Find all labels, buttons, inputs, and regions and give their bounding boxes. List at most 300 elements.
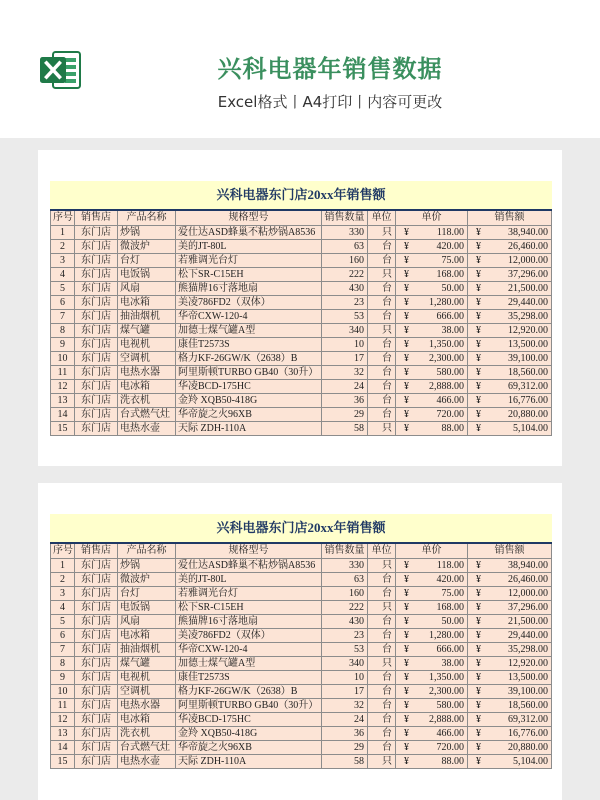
table-row [50,380,552,394]
unit-cell: 只 [368,268,396,282]
table-title: 兴科电器东门店20xx年销售额 [50,514,552,544]
model-cell: 华帝旋之火96XB [176,741,322,755]
product-name-cell: 电热水壶 [118,422,176,436]
unit-cell: 台 [368,240,396,254]
unit-cell: 台 [368,380,396,394]
quantity-cell: 222 [322,601,368,615]
currency-symbol: ¥ [476,700,481,711]
row-number-cell: 3 [50,587,75,601]
currency-symbol: ¥ [404,644,409,655]
product-name-cell: 微波炉 [118,573,176,587]
model-cell: 华凌BCD-175HC [176,713,322,727]
unit-price-cell [396,657,468,671]
quantity-cell: 24 [322,380,368,394]
quantity-cell: 63 [322,573,368,587]
table-row [50,643,552,657]
unit-price-cell [396,240,468,254]
sales-table [50,181,552,436]
unit-price-value: 666.00 [436,311,464,322]
table-row [50,587,552,601]
model-cell: 松下SR-C15EH [176,601,322,615]
unit-price-value: 580.00 [436,700,464,711]
row-number-cell: 6 [50,296,75,310]
currency-symbol: ¥ [404,672,409,683]
sales-amount-value: 35,298.00 [508,644,548,655]
product-name-cell: 电冰箱 [118,713,176,727]
currency-symbol: ¥ [476,381,481,392]
sales-amount-cell [468,573,552,587]
sales-amount-value: 20,880.00 [508,742,548,753]
model-cell: 华帝CXW-120-4 [176,310,322,324]
unit-price-value: 50.00 [441,616,464,627]
product-name-cell: 煤气罐 [118,657,176,671]
unit-price-cell [396,755,468,769]
quantity-cell: 17 [322,352,368,366]
currency-symbol: ¥ [476,672,481,683]
column-header: 销售店 [75,211,118,226]
table-row [50,268,552,282]
quantity-cell: 58 [322,422,368,436]
column-header: 销售店 [75,544,118,559]
product-name-cell: 电冰箱 [118,296,176,310]
quantity-cell: 53 [322,310,368,324]
table-row [50,629,552,643]
product-name-cell: 炒锅 [118,226,176,240]
sales-amount-cell [468,226,552,240]
unit-cell: 台 [368,699,396,713]
unit-price-value: 50.00 [441,283,464,294]
row-number-cell: 3 [50,254,75,268]
row-number-cell: 5 [50,282,75,296]
unit-price-cell [396,254,468,268]
unit-price-cell [396,408,468,422]
currency-symbol: ¥ [404,560,409,571]
store-cell: 东门店 [75,629,118,643]
row-number-cell: 4 [50,268,75,282]
product-name-cell: 洗衣机 [118,394,176,408]
sales-amount-cell [468,352,552,366]
model-cell: 格力KF-26GW/K（2638）B [176,685,322,699]
product-name-cell: 空调机 [118,352,176,366]
unit-cell: 只 [368,657,396,671]
unit-price-cell [396,671,468,685]
quantity-cell: 36 [322,727,368,741]
model-cell: 爱仕达ASD蜂巢不粘炒锅A8536 [176,226,322,240]
sales-amount-value: 35,298.00 [508,311,548,322]
sales-amount-cell [468,380,552,394]
column-header: 规格型号 [176,211,322,226]
store-cell: 东门店 [75,741,118,755]
table-row [50,282,552,296]
currency-symbol: ¥ [404,395,409,406]
unit-cell: 只 [368,422,396,436]
unit-price-cell [396,559,468,573]
column-header: 销售数量 [322,211,368,226]
product-name-cell: 电视机 [118,671,176,685]
model-cell: 金羚 XQB50-418G [176,727,322,741]
unit-price-cell [396,352,468,366]
row-number-cell: 14 [50,741,75,755]
model-cell: 加德士煤气罐A型 [176,657,322,671]
sales-amount-value: 38,940.00 [508,227,548,238]
table-row [50,573,552,587]
unit-price-value: 88.00 [441,756,464,767]
unit-price-cell [396,713,468,727]
page-header [0,0,600,138]
store-cell: 东门店 [75,699,118,713]
currency-symbol: ¥ [404,353,409,364]
currency-symbol: ¥ [476,241,481,252]
sales-amount-value: 18,560.00 [508,367,548,378]
store-cell: 东门店 [75,422,118,436]
product-name-cell: 空调机 [118,685,176,699]
product-name-cell: 台式燃气灶 [118,741,176,755]
row-number-cell: 8 [50,324,75,338]
unit-price-cell [396,741,468,755]
unit-cell: 台 [368,615,396,629]
sales-amount-cell [468,254,552,268]
table-row [50,699,552,713]
model-cell: 若雅调光台灯 [176,587,322,601]
table-row [50,352,552,366]
sales-amount-value: 5,104.00 [513,756,548,767]
currency-symbol: ¥ [476,255,481,266]
store-cell: 东门店 [75,685,118,699]
store-cell: 东门店 [75,226,118,240]
sheet-preview-card [38,150,562,466]
model-cell: 华帝CXW-120-4 [176,643,322,657]
store-cell: 东门店 [75,380,118,394]
unit-price-cell [396,310,468,324]
currency-symbol: ¥ [404,255,409,266]
unit-price-value: 168.00 [436,602,464,613]
sales-amount-cell [468,282,552,296]
quantity-cell: 63 [322,240,368,254]
product-name-cell: 微波炉 [118,240,176,254]
sales-amount-cell [468,366,552,380]
table-row [50,310,552,324]
unit-cell: 台 [368,352,396,366]
sales-amount-value: 21,500.00 [508,616,548,627]
unit-price-value: 2,888.00 [429,381,464,392]
row-number-cell: 11 [50,366,75,380]
sales-amount-value: 21,500.00 [508,283,548,294]
unit-price-value: 2,300.00 [429,353,464,364]
currency-symbol: ¥ [404,756,409,767]
unit-cell: 台 [368,629,396,643]
unit-cell: 台 [368,408,396,422]
sales-amount-cell [468,601,552,615]
quantity-cell: 222 [322,268,368,282]
unit-price-cell [396,226,468,240]
store-cell: 东门店 [75,282,118,296]
store-cell: 东门店 [75,338,118,352]
product-name-cell: 电饭锅 [118,601,176,615]
sales-amount-value: 12,920.00 [508,325,548,336]
product-name-cell: 风扇 [118,282,176,296]
sales-amount-value: 13,500.00 [508,672,548,683]
unit-price-value: 720.00 [436,742,464,753]
store-cell: 东门店 [75,254,118,268]
currency-symbol: ¥ [404,686,409,697]
table-row [50,601,552,615]
unit-price-cell [396,573,468,587]
row-number-cell: 1 [50,226,75,240]
sales-amount-cell [468,268,552,282]
unit-price-value: 168.00 [436,269,464,280]
store-cell: 东门店 [75,352,118,366]
currency-symbol: ¥ [476,367,481,378]
unit-cell: 只 [368,226,396,240]
page-subtitle: Excel格式丨A4打印丨内容可更改 [217,93,443,111]
unit-cell: 台 [368,587,396,601]
quantity-cell: 32 [322,699,368,713]
store-cell: 东门店 [75,713,118,727]
model-cell: 加德士煤气罐A型 [176,324,322,338]
unit-price-cell [396,296,468,310]
row-number-cell: 7 [50,643,75,657]
unit-cell: 台 [368,741,396,755]
row-number-cell: 13 [50,727,75,741]
model-cell: 美的JT-80L [176,573,322,587]
currency-symbol: ¥ [404,241,409,252]
model-cell: 华凌BCD-175HC [176,380,322,394]
sales-amount-value: 29,440.00 [508,297,548,308]
column-header: 单价 [396,544,468,559]
currency-symbol: ¥ [404,367,409,378]
unit-price-value: 75.00 [441,588,464,599]
product-name-cell: 台灯 [118,587,176,601]
row-number-cell: 12 [50,380,75,394]
quantity-cell: 58 [322,755,368,769]
sales-table [50,514,552,769]
model-cell: 天际 ZDH-110A [176,755,322,769]
row-number-cell: 10 [50,685,75,699]
unit-cell: 只 [368,559,396,573]
column-header: 单位 [368,544,396,559]
row-number-cell: 2 [50,573,75,587]
store-cell: 东门店 [75,559,118,573]
product-name-cell: 电饭锅 [118,268,176,282]
unit-cell: 台 [368,727,396,741]
sales-amount-cell [468,657,552,671]
unit-cell: 台 [368,366,396,380]
sales-amount-cell [468,559,552,573]
store-cell: 东门店 [75,727,118,741]
product-name-cell: 炒锅 [118,559,176,573]
product-name-cell: 电冰箱 [118,629,176,643]
store-cell: 东门店 [75,601,118,615]
unit-price-cell [396,422,468,436]
unit-price-value: 420.00 [436,574,464,585]
unit-price-value: 118.00 [436,227,464,238]
unit-price-cell [396,268,468,282]
row-number-cell: 15 [50,755,75,769]
unit-price-cell [396,338,468,352]
currency-symbol: ¥ [404,409,409,420]
table-row [50,226,552,240]
column-header: 销售额 [468,544,552,559]
unit-cell: 台 [368,671,396,685]
currency-symbol: ¥ [404,588,409,599]
currency-symbol: ¥ [476,227,481,238]
currency-symbol: ¥ [476,423,481,434]
currency-symbol: ¥ [404,381,409,392]
currency-symbol: ¥ [476,728,481,739]
currency-symbol: ¥ [476,269,481,280]
currency-symbol: ¥ [476,616,481,627]
product-name-cell: 煤气罐 [118,324,176,338]
unit-price-value: 720.00 [436,409,464,420]
sales-amount-cell [468,587,552,601]
currency-symbol: ¥ [404,700,409,711]
quantity-cell: 430 [322,615,368,629]
currency-symbol: ¥ [404,602,409,613]
product-name-cell: 抽油烟机 [118,310,176,324]
sales-amount-cell [468,408,552,422]
unit-cell: 台 [368,296,396,310]
store-cell: 东门店 [75,408,118,422]
unit-cell: 只 [368,755,396,769]
unit-cell: 台 [368,394,396,408]
unit-price-cell [396,643,468,657]
store-cell: 东门店 [75,366,118,380]
unit-price-cell [396,727,468,741]
unit-price-value: 38.00 [441,325,464,336]
table-row [50,338,552,352]
unit-price-value: 466.00 [436,728,464,739]
store-cell: 东门店 [75,573,118,587]
currency-symbol: ¥ [476,756,481,767]
table-row [50,685,552,699]
unit-cell: 只 [368,601,396,615]
unit-price-cell [396,699,468,713]
table-row [50,394,552,408]
row-number-cell: 13 [50,394,75,408]
store-cell: 东门店 [75,324,118,338]
model-cell: 美凌786FD2（双体） [176,629,322,643]
quantity-cell: 160 [322,254,368,268]
column-header: 序号 [50,211,75,226]
currency-symbol: ¥ [476,686,481,697]
unit-price-cell [396,366,468,380]
row-number-cell: 7 [50,310,75,324]
sales-amount-value: 37,296.00 [508,269,548,280]
sales-amount-cell [468,643,552,657]
product-name-cell: 电热水壶 [118,755,176,769]
product-name-cell: 风扇 [118,615,176,629]
sales-amount-cell [468,699,552,713]
sales-amount-value: 5,104.00 [513,423,548,434]
column-header: 规格型号 [176,544,322,559]
store-cell: 东门店 [75,643,118,657]
quantity-cell: 23 [322,629,368,643]
unit-price-cell [396,629,468,643]
quantity-cell: 17 [322,685,368,699]
currency-symbol: ¥ [476,311,481,322]
currency-symbol: ¥ [476,560,481,571]
currency-symbol: ¥ [404,630,409,641]
unit-cell: 台 [368,282,396,296]
currency-symbol: ¥ [404,297,409,308]
excel-icon [38,48,82,92]
sheet-preview-card [38,483,562,800]
currency-symbol: ¥ [404,616,409,627]
page-title: 兴科电器年销售数据 [217,55,443,83]
model-cell: 熊猫牌16寸落地扇 [176,282,322,296]
quantity-cell: 24 [322,713,368,727]
unit-price-value: 75.00 [441,255,464,266]
column-header: 序号 [50,544,75,559]
sales-amount-value: 20,880.00 [508,409,548,420]
table-row [50,559,552,573]
currency-symbol: ¥ [404,325,409,336]
unit-cell: 只 [368,324,396,338]
quantity-cell: 160 [322,587,368,601]
sales-amount-value: 69,312.00 [508,381,548,392]
unit-price-cell [396,601,468,615]
store-cell: 东门店 [75,755,118,769]
column-header: 单位 [368,211,396,226]
unit-price-value: 2,888.00 [429,714,464,725]
sales-amount-cell [468,685,552,699]
model-cell: 松下SR-C15EH [176,268,322,282]
sales-amount-cell [468,296,552,310]
product-name-cell: 电视机 [118,338,176,352]
model-cell: 华帝旋之火96XB [176,408,322,422]
quantity-cell: 430 [322,282,368,296]
row-number-cell: 1 [50,559,75,573]
model-cell: 金羚 XQB50-418G [176,394,322,408]
table-row [50,713,552,727]
table-row [50,254,552,268]
unit-price-value: 580.00 [436,367,464,378]
currency-symbol: ¥ [476,297,481,308]
sales-amount-value: 39,100.00 [508,353,548,364]
table-row [50,324,552,338]
unit-price-cell [396,324,468,338]
table-header-row [50,211,552,226]
row-number-cell: 10 [50,352,75,366]
model-cell: 康佳T2573S [176,338,322,352]
store-cell: 东门店 [75,296,118,310]
model-cell: 美的JT-80L [176,240,322,254]
sales-amount-value: 18,560.00 [508,700,548,711]
model-cell: 若雅调光台灯 [176,254,322,268]
column-header: 产品名称 [118,211,176,226]
store-cell: 东门店 [75,657,118,671]
sales-amount-cell [468,741,552,755]
quantity-cell: 340 [322,324,368,338]
row-number-cell: 12 [50,713,75,727]
table-row [50,408,552,422]
quantity-cell: 36 [322,394,368,408]
table-row [50,240,552,254]
sales-amount-cell [468,422,552,436]
product-name-cell: 台式燃气灶 [118,408,176,422]
unit-cell: 台 [368,685,396,699]
sales-amount-cell [468,755,552,769]
table-header-row [50,544,552,559]
sales-amount-value: 38,940.00 [508,560,548,571]
product-name-cell: 抽油烟机 [118,643,176,657]
store-cell: 东门店 [75,268,118,282]
currency-symbol: ¥ [476,644,481,655]
sales-amount-value: 26,460.00 [508,574,548,585]
product-name-cell: 电冰箱 [118,380,176,394]
table-row [50,657,552,671]
row-number-cell: 5 [50,615,75,629]
